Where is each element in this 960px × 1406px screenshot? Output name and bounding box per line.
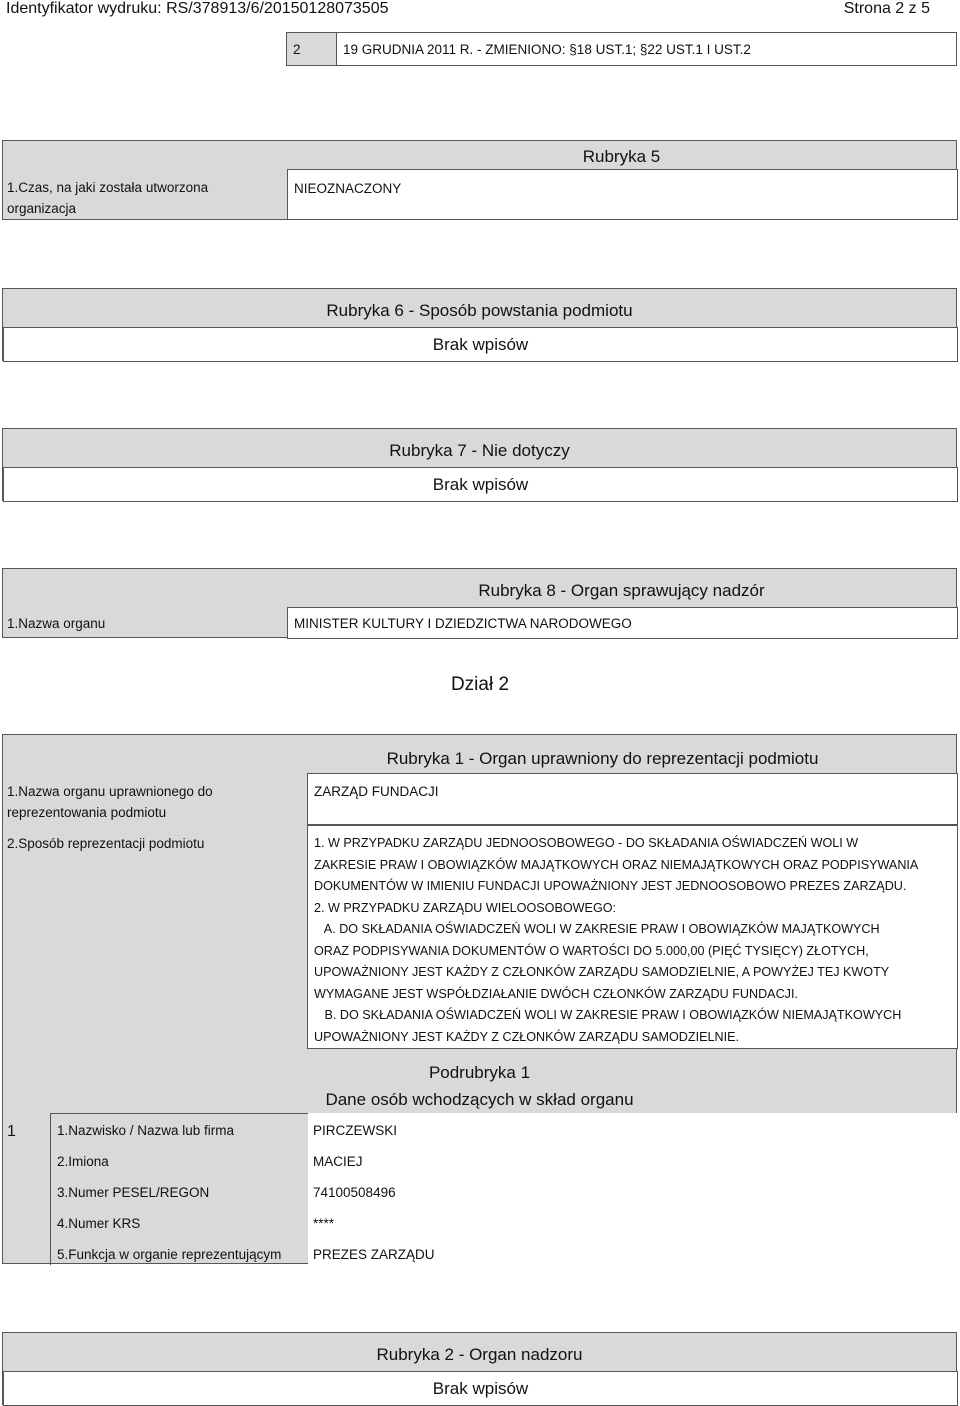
rubryka7-empty-cell <box>3 467 958 502</box>
person-field-value: **** <box>313 1216 335 1231</box>
representation-line: UPOWAŻNIONY JEST KAŻDY Z CZŁONKÓW ZARZĄDU SAMODZIELNIE, A POWYŻEJ TEJ KWOTY <box>314 965 890 979</box>
rubryka2-empty-cell <box>3 1371 958 1406</box>
rubryka5-value-cell <box>287 169 958 220</box>
person-field-value: PREZES ZARZĄDU <box>313 1247 435 1262</box>
rubryka8-value-cell <box>287 607 958 639</box>
rubryka8-section <box>2 568 957 638</box>
rubryka2-title: Rubryka 2 - Organ nadzoru <box>376 1345 583 1364</box>
person-field-value: MACIEJ <box>313 1154 363 1169</box>
page-number: Strona 2 z 5 <box>843 0 930 17</box>
representation-line: ORAZ PODPISYWANIA DOKUMENTÓW O WARTOŚCI DO 5.000,00 (PIĘĆ TYSIĘCY) ZŁOTYCH, <box>314 943 869 958</box>
rubryka8-field-value: MINISTER KULTURY I DZIEDZICTWA NARODOWEGO <box>294 616 632 631</box>
rubryka5-field-value: NIEOZNACZONY <box>294 181 402 196</box>
rubryka1-name-cell <box>307 773 958 825</box>
entry-number-cell <box>286 32 337 66</box>
person-field-label: 2.Imiona <box>57 1154 109 1169</box>
rubryka6-section <box>2 288 957 361</box>
rubryka1-title: Rubryka 1 - Organ uprawniony do reprezentacji podmiotu <box>386 749 819 768</box>
rubryka2-section <box>2 1332 957 1405</box>
rubryka7-empty: Brak wpisów <box>432 475 529 494</box>
person-values-block <box>308 1113 958 1265</box>
representation-line: 2. W PRZYPADKU ZARZĄDU WIELOOSOBOWEGO: <box>314 900 617 915</box>
rubryka1-name-label: 1.Nazwa organu uprawnionego do reprezentowania podmiotu <box>7 784 213 820</box>
rubryka6-empty: Brak wpisów <box>432 335 529 354</box>
rubryka6-title: Rubryka 6 - Sposób powstania podmiotu <box>326 301 633 320</box>
person-index: 1 <box>7 1123 16 1140</box>
person-field-label: 3.Numer PESEL/REGON <box>57 1185 210 1200</box>
representation-text <box>314 833 954 1048</box>
representation-line: WYMAGANE JEST WSPÓŁDZIAŁANIE DWÓCH CZŁONKÓW ZARZĄDU FUNDACJI. <box>314 986 798 1001</box>
rubryka5-field-label: 1.Czas, na jaki została utworzona organizacja <box>7 180 209 216</box>
rubryka1-method-cell <box>307 825 958 1049</box>
rubryka7-title: Rubryka 7 - Nie dotyczy <box>389 441 570 460</box>
rubryka8-field-label: 1.Nazwa organu <box>7 616 106 631</box>
entry-text-cell <box>336 32 957 66</box>
dzial2-rubryka1-section <box>2 734 957 1264</box>
person-field-value: 74100508496 <box>313 1185 396 1200</box>
dzial2-title: Dział 2 <box>450 674 510 695</box>
representation-line: DOKUMENTÓW W IMIENIU FUNDACJI UPOWAŻNIONY JEST JEDNOOSOBOWO PREZES ZARZĄDU. <box>314 879 907 893</box>
rubryka6-empty-cell <box>3 327 958 362</box>
rubryka1-method-label: 2.Sposób reprezentacji podmiotu <box>7 836 205 851</box>
representation-line: A. DO SKŁADANIA OŚWIADCZEŃ WOLI W ZAKRESIE PRAW I OBOWIĄZKÓW MAJĄTKOWYCH <box>314 922 880 936</box>
person-field-value: PIRCZEWSKI <box>313 1123 398 1138</box>
entry-text: 19 GRUDNIA 2011 R. - ZMIENIONO: §18 UST.1; §22 UST.1 I UST.2 <box>343 42 751 57</box>
person-field-label: 4.Numer KRS <box>57 1216 141 1231</box>
representation-line: UPOWAŻNIONY JEST KAŻDY Z CZŁONKÓW ZARZĄDU SAMODZIELNIE. <box>314 1029 739 1044</box>
rubryka7-section <box>2 428 957 501</box>
rubryka2-empty: Brak wpisów <box>432 1379 529 1398</box>
print-identifier: Identyfikator wydruku: RS/378913/6/20150128073505 <box>6 0 389 17</box>
rubryka8-title: Rubryka 8 - Organ sprawujący nadzór <box>478 581 765 600</box>
podrubryka-title: Podrubryka 1 <box>428 1063 531 1082</box>
person-labels <box>57 1120 307 1275</box>
podrubryka-subtitle: Dane osób wchodzących w skład organu <box>325 1090 634 1109</box>
person-field-label: 1.Nazwisko / Nazwa lub firma <box>57 1123 235 1138</box>
rubryka1-name-value: ZARZĄD FUNDACJI <box>314 784 439 799</box>
entry-number: 2 <box>293 42 301 57</box>
representation-line: 1. W PRZYPADKU ZARZĄDU JEDNOOSOBOWEGO - DO SKŁADANIA OŚWIADCZEŃ WOLI W <box>314 836 859 850</box>
rubryka5-section <box>2 140 957 220</box>
rubryka5-title: Rubryka 5 <box>582 147 661 166</box>
representation-line: B. DO SKŁADANIA OŚWIADCZEŃ WOLI W ZAKRESIE PRAW I OBOWIĄZKÓW NIEMAJĄTKOWYCH <box>314 1008 902 1022</box>
representation-line: ZAKRESIE PRAW I OBOWIĄZKÓW MAJĄTKOWYCH ORAZ NIEMAJĄTKOWYCH ORAZ PODPISYWANIA <box>314 857 919 872</box>
person-field-label: 5.Funkcja w organie reprezentującym <box>57 1247 282 1262</box>
